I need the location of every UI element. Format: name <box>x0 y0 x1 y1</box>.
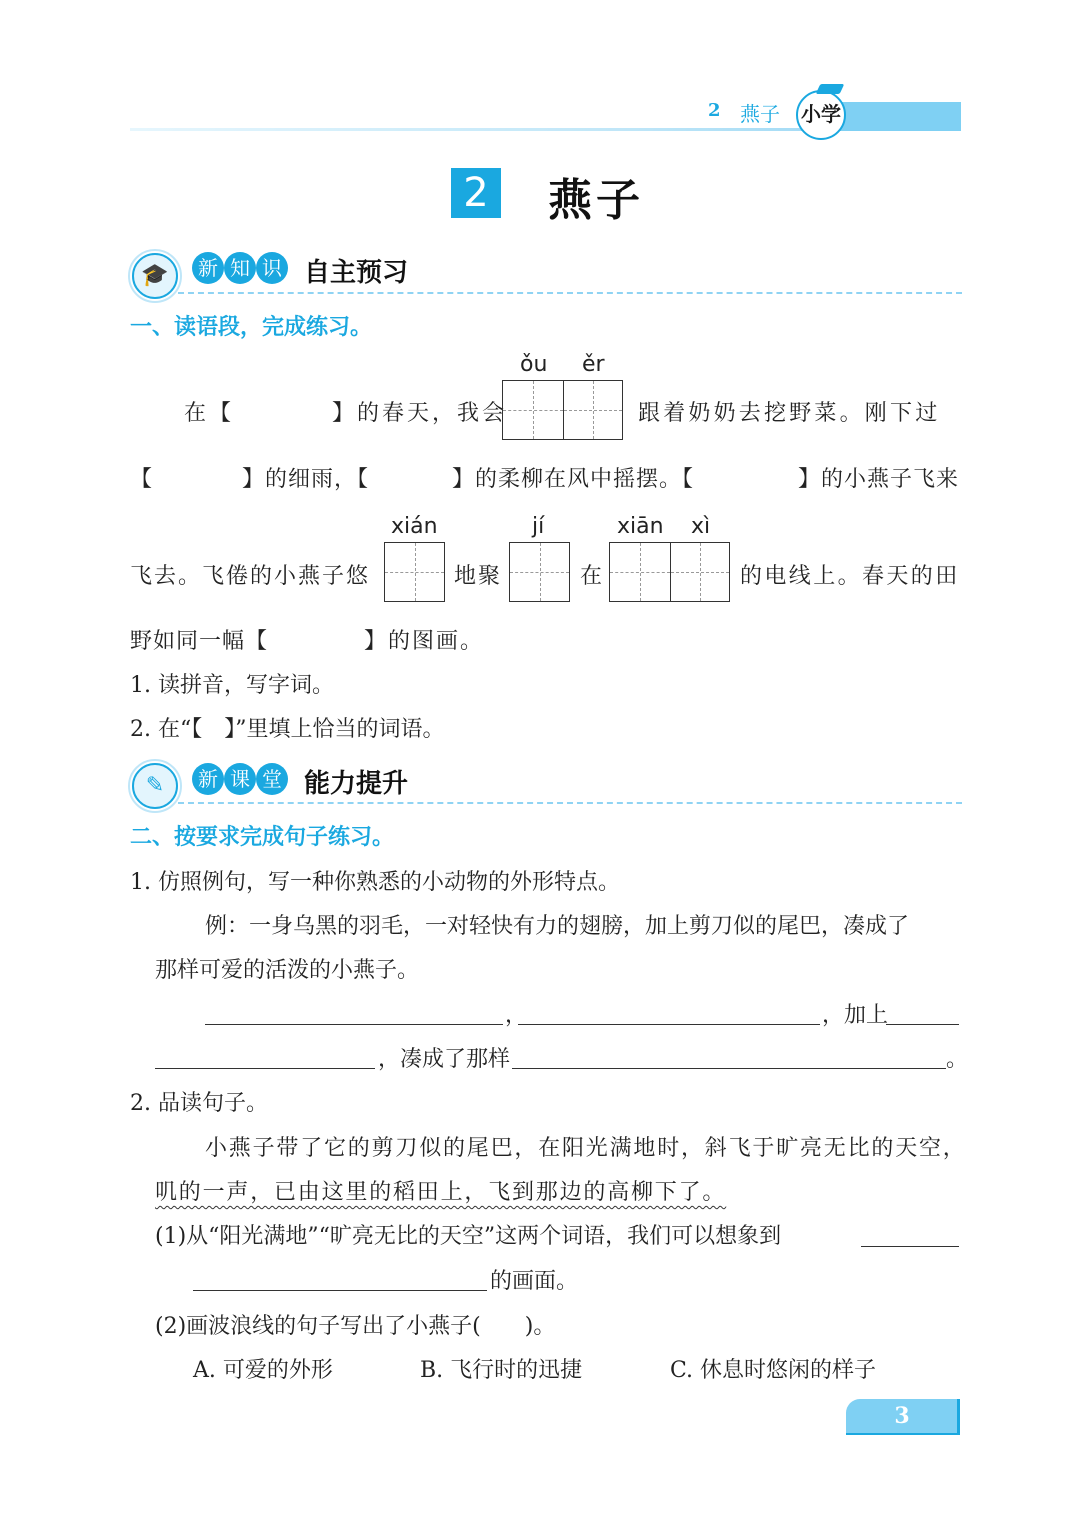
line2-text-d: 】的小燕子飞来 <box>798 467 960 492</box>
pill-shi: 识 <box>256 252 288 284</box>
section2-question-title: 二、按要求完成句子练习。 <box>130 825 395 850</box>
example-line1: 例：一身乌黑的羽毛，一对轻快有力的翅膀，加上剪刀似的尾巴，凑成了 <box>205 914 910 939</box>
lesson-number-box: 2 <box>451 168 501 218</box>
line2-text-c: 】的柔柳在风中摇摆。【 <box>452 467 695 492</box>
option-b[interactable]: B. 飞行时的迅捷 <box>420 1358 583 1383</box>
section2-q2: 2. 品读句子。 <box>130 1091 268 1116</box>
page-tab-edge <box>957 1399 960 1435</box>
section2-label: 能力提升 <box>304 769 409 799</box>
lesson-title: 燕子 <box>548 175 644 226</box>
answer-line-6[interactable] <box>861 1246 959 1247</box>
line2-text-a: 【 <box>130 467 153 492</box>
option-c[interactable]: C. 休息时悠闲的样子 <box>670 1358 877 1383</box>
section1-q2: 2. 在“【 】”里填上恰当的词语。 <box>130 717 445 742</box>
graduation-cap-icon: 🎓 <box>132 253 178 299</box>
header-lesson-name: 燕子 <box>740 102 780 126</box>
write-box-ouer[interactable] <box>502 380 623 440</box>
pinyin-ou: ǒu <box>520 352 548 377</box>
line1-text-a: 在【 <box>184 401 235 426</box>
passage-line2-wavy: 叽的一声，已由这里的稻田上，飞到那边的高柳下了。 <box>155 1180 727 1205</box>
passage-line1: 小燕子带了它的剪刀似的尾巴，在阳光满地时，斜飞于旷亮无比的天空， <box>205 1136 967 1161</box>
sub-question-1b: 的画面。 <box>490 1269 579 1294</box>
line1-text-b: 】的春天，我会 <box>332 401 508 426</box>
line3-text-b: 地聚 <box>454 564 503 589</box>
line2-text-b: 】的细雨，【 <box>242 467 370 492</box>
write-box-ji[interactable] <box>509 542 570 602</box>
section2-dashed-rule <box>178 802 962 804</box>
example-line2: 那样可爱的活泼的小燕子。 <box>155 958 420 983</box>
header-lesson-number: 2 <box>708 100 721 121</box>
page-number: 3 <box>846 1399 958 1433</box>
sub-question-2: (2)画波浪线的句子写出了小燕子( )。 <box>155 1314 556 1339</box>
text-jiashang: ，加上 <box>822 1003 889 1028</box>
pill-xin: 新 <box>192 252 224 284</box>
line1-text-c: 跟着奶奶去挖野菜。刚下过 <box>638 401 941 426</box>
pinyin-xian: xián <box>391 514 438 539</box>
line3-text-d: 的电线上。春天的田 <box>740 564 960 589</box>
pill-tang: 堂 <box>256 763 288 795</box>
answer-line-1[interactable] <box>205 1024 503 1025</box>
pinyin-ji: jí <box>532 514 545 539</box>
pinyin-er: ěr <box>582 352 605 377</box>
write-box-xian[interactable] <box>384 542 445 602</box>
pinyin-xi: xì <box>691 514 711 539</box>
section1-q1: 1. 读拼音，写字词。 <box>130 673 334 698</box>
line4-text-a: 野如同一幅【 <box>130 629 269 654</box>
section1-question-title: 一、读语段，完成练习。 <box>130 315 373 340</box>
page-tab-underline <box>846 1433 960 1435</box>
line3-text-a: 飞去。飞倦的小燕子悠 <box>130 564 371 589</box>
pill-xin2: 新 <box>192 763 224 795</box>
pencil-icon: ✎ <box>132 763 178 809</box>
option-a[interactable]: A. 可爱的外形 <box>193 1358 333 1383</box>
school-badge: 小学 <box>796 90 846 140</box>
line4-text-b: 】的图画。 <box>364 629 485 654</box>
period-1: 。 <box>946 1047 969 1072</box>
answer-line-2[interactable] <box>518 1024 820 1025</box>
answer-line-7[interactable] <box>193 1290 487 1291</box>
write-box-xianxi[interactable] <box>609 542 730 602</box>
section2-q1: 1. 仿照例句，写一种你熟悉的小动物的外形特点。 <box>130 870 620 895</box>
section1-dashed-rule <box>178 292 962 294</box>
badge-cap-icon <box>816 84 845 94</box>
text-coucheng: ，凑成了那样 <box>378 1047 511 1072</box>
comma-1: ， <box>505 1003 528 1028</box>
sub-question-1a: (1)从“阳光满地”“旷亮无比的天空”这两个词语，我们可以想象到 <box>155 1224 782 1249</box>
answer-line-4[interactable] <box>155 1068 375 1069</box>
answer-line-3[interactable] <box>886 1024 959 1025</box>
section1-label: 自主预习 <box>304 258 409 288</box>
pinyin-xian2: xiān <box>617 514 664 539</box>
pill-zhi: 知 <box>224 252 256 284</box>
header-band <box>840 102 961 131</box>
line3-text-c: 在 <box>580 564 603 589</box>
answer-line-5[interactable] <box>512 1068 946 1069</box>
pill-ke: 课 <box>224 763 256 795</box>
